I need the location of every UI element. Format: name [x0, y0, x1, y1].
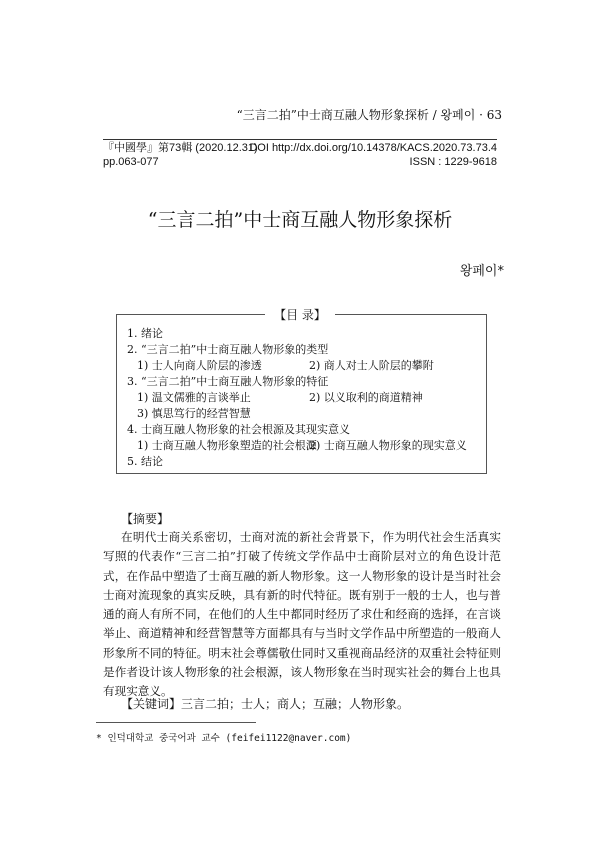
- keywords: 【关键词】三言二拍；士人；商人；互融；人物形象。: [121, 697, 410, 711]
- running-head: “三言二拍”中士商互融人物形象探析 / 왕페이 · 63: [236, 108, 502, 122]
- toc-item: 2) 以义取利的商道精神: [309, 391, 423, 404]
- paper-title: “三言二拍”中士商互融人物形象探析: [147, 209, 453, 231]
- toc-item: 1. 绪论: [127, 327, 163, 340]
- table-of-contents: [116, 314, 487, 474]
- doi-link[interactable]: DOI http://dx.doi.org/10.14378/KACS.2020.73.73.4: [249, 142, 497, 154]
- toc-item: 2) 商人对士人阶层的攀附: [309, 359, 434, 372]
- toc-heading: 【目 录】: [265, 306, 335, 323]
- abstract-text: 在明代士商关系密切，士商对流的新社会背景下，作为明代社会生活真实写照的代表作“三言二拍”打破了传统文学作品中士商阶层对立的角色设计范式，在作品中塑造了士商互融的新人物形象。这一人物形象的设计是当时社会士商对流现象的真实反映，具有新的时代特征。既有别于一般的士人，也与普通的商人有所不同，在他们的人生中都同时经历了求仕和经商的选择，在言谈举止、商道精神和经营智慧等方面都具有与当时文学作品中所塑造的一般商人形象所不同的特征。明末社会尊儒敬仕同时又重视商品经济的双重社会特征则是作者设计该人物形象的社会根源，该人物形象在当时现实社会的舞台上也具有现实意义。: [103, 530, 501, 699]
- author-footnote: * 인덕대학교 중국어과 교수 (feifei1122@naver.com): [96, 733, 352, 744]
- issn: ISSN : 1229-9618: [409, 156, 497, 168]
- toc-item: 3) 慎思笃行的经营智慧: [137, 407, 251, 420]
- toc-item: 2) 士商互融人物形象的现实意义: [309, 439, 467, 452]
- toc-item: 4. 士商互融人物形象的社会根源及其现实意义: [127, 423, 350, 436]
- author-name: 왕페이*: [459, 264, 504, 279]
- toc-item: 1) 士商互融人物形象塑造的社会根源: [137, 439, 317, 452]
- journal-info: 『中國學』第73輯 (2020.12.31): [103, 142, 258, 154]
- article-meta: [103, 139, 497, 172]
- toc-item: 1) 士人向商人阶层的渗透: [137, 359, 262, 372]
- abstract-label: 【摘要】: [121, 512, 170, 526]
- toc-item: 1) 温文儒雅的言谈举止: [137, 391, 251, 404]
- toc-item: 3. “三言二拍”中士商互融人物形象的特征: [127, 375, 329, 388]
- toc-item: 5. 结论: [127, 455, 163, 468]
- footnote-divider: [96, 722, 256, 723]
- toc-item: 2. “三言二拍”中士商互融人物形象的类型: [127, 343, 329, 356]
- page-range: pp.063-077: [103, 156, 159, 168]
